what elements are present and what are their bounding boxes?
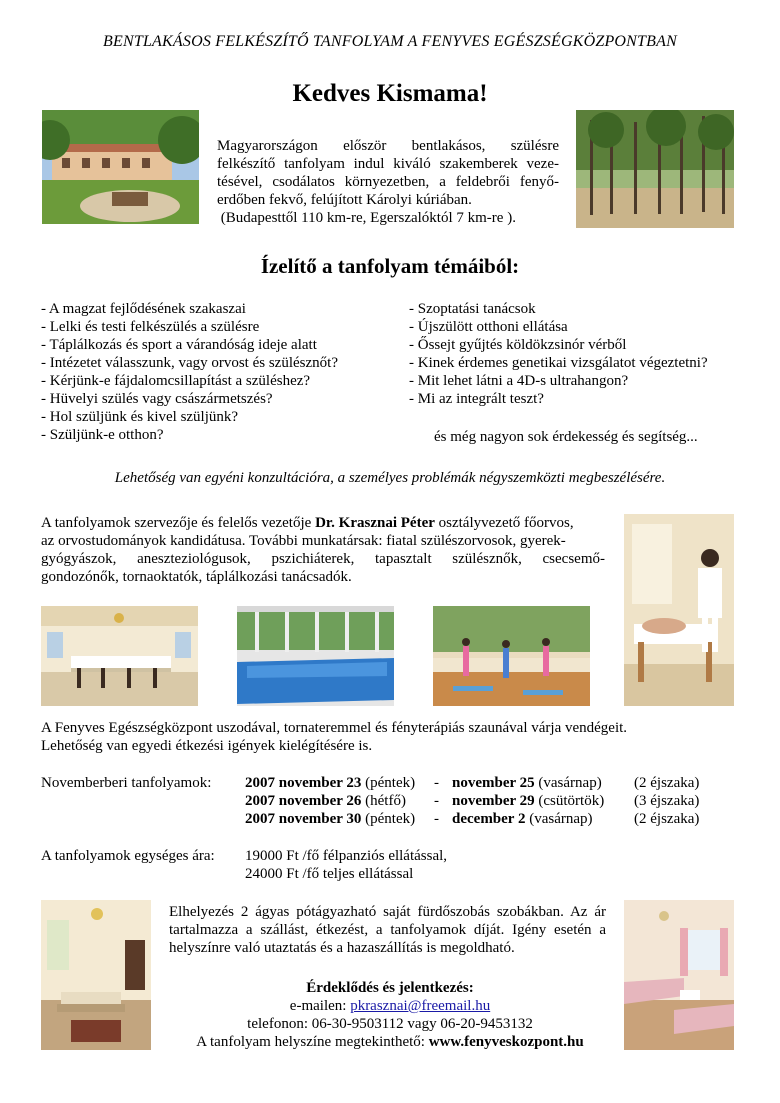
organizer-name: Dr. Krasznai Péter <box>315 515 435 531</box>
contact-heading: Érdeklődés és jelentkezés: <box>306 980 474 996</box>
schedule-row-2-start: 2007 november 26 (hétfő) <box>245 793 406 809</box>
gym-photo <box>433 606 590 706</box>
dining-hall-photo <box>41 606 198 706</box>
schedule-row-1-nights: (2 éjszaka) <box>634 775 700 791</box>
schedule-row-1-sep: - <box>434 775 439 791</box>
massage-photo <box>624 514 734 706</box>
intro-line-2: felkészítő tanfolyam indul kiváló szakemberek veze- <box>217 156 559 172</box>
site-label: A tanfolyam helyszíne megtekinthető: <box>196 1034 429 1050</box>
schedule-row-1-start: 2007 november 23 (péntek) <box>245 775 416 791</box>
facilities-line-2: Lehetőség van egyedi étkezési igények kielégítésére is. <box>41 738 373 754</box>
accommodation-line-3: helyszínre való utaztatás és a hazaszállítás is megoldható. <box>169 940 515 956</box>
site-link[interactable]: www.fenyveskozpont.hu <box>428 1034 584 1050</box>
topic-right-4: - Kinek érdemes genetikai vizsgálatot végeztetni? <box>409 355 708 371</box>
accommodation-line-1: Elhelyezés 2 ágyas pótágyazható saját fürdőszobás szobákban. Az ár <box>169 904 606 920</box>
topic-right-2: - Újszülött otthoni ellátása <box>409 319 568 335</box>
intro-line-3: tésével, csodálatos környezetben, a feldebrői fenyő- <box>217 174 559 190</box>
price-option-1: 19000 Ft /fő félpanziós ellátással, <box>245 848 448 864</box>
topic-right-3: - Őssejt gyűjtés köldökzsinór vérből <box>409 337 627 353</box>
facilities-line-1: A Fenyves Egészségközpont uszodával, tornateremmel és fényterápiás szaunával várja vendégeit. <box>41 720 628 736</box>
consultation-note: Lehetőség van egyéni konzultációra, a személyes problémák négyszemközti megbeszélésére. <box>114 470 666 486</box>
schedule-row-2-sep: - <box>434 793 439 809</box>
topic-left-1: - A magzat fejlődésének szakaszai <box>41 301 246 317</box>
topic-right-6: - Mi az integrált teszt? <box>409 391 544 407</box>
organizer-line-1 <box>41 514 574 532</box>
contact-phone: telefonon: 06-30-9503112 vagy 06-20-9453132 <box>247 1016 533 1032</box>
topic-left-8: - Szüljünk-e otthon? <box>41 427 164 443</box>
contact-email-line <box>0 997 780 1015</box>
topic-left-6: - Hüvelyi szülés vagy császármetszés? <box>41 391 273 407</box>
intro-line-5: (Budapesttől 110 km-re, Egerszalóktól 7 km-re ). <box>217 210 516 226</box>
email-link[interactable]: pkrasznai@freemail.hu <box>350 998 491 1014</box>
organizer-line-1-post: osztályvezető főorvos, <box>434 515 574 531</box>
schedule-label: Novemberberi tanfolyamok: <box>41 775 212 791</box>
topic-left-2: - Lelki és testi felkészülés a szülésre <box>41 319 260 335</box>
topic-left-3: - Táplálkozás és sport a várandóság ideje alatt <box>41 337 317 353</box>
price-label: A tanfolyamok egységes ára: <box>41 848 215 864</box>
email-label: e-mailen: <box>289 998 351 1014</box>
topic-right-5: - Mit lehet látni a 4D-s ultrahangon? <box>409 373 629 389</box>
organizer-line-4: gondozónők, tornaoktatók, táplálkozási tanácsadók. <box>41 569 352 585</box>
organizer-line-2: az orvostudományok kandidátusa. További munkatársak: fiatal szülészorvosok, gyerek- <box>41 533 566 549</box>
swimming-pool-photo <box>237 606 394 706</box>
schedule-row-1-end: november 25 (vasárnap) <box>452 775 602 791</box>
topic-right-1: - Szoptatási tanácsok <box>409 301 536 317</box>
schedule-row-3-sep: - <box>434 811 439 827</box>
schedule-row-3-nights: (2 éjszaka) <box>634 811 700 827</box>
schedule-row-2-end: november 29 (csütörtök) <box>452 793 605 809</box>
topics-more: és még nagyon sok érdekesség és segítség... <box>434 429 698 445</box>
intro-line-4: erdőben fekvő, felújított Károlyi kúriában. <box>217 192 472 208</box>
topic-left-4: - Intézetet válasszunk, vagy orvost és szülésznőt? <box>41 355 338 371</box>
schedule-row-3-start: 2007 november 30 (péntek) <box>245 811 416 827</box>
greeting-title: Kedves Kismama! <box>292 80 488 107</box>
manor-house-photo <box>42 110 199 224</box>
topic-left-5: - Kérjünk-e fájdalomcsillapítást a szüléshez? <box>41 373 311 389</box>
topic-left-7: - Hol szüljünk és kivel szüljünk? <box>41 409 239 425</box>
topics-heading: Ízelítő a tanfolyam témáiból: <box>260 254 520 278</box>
page-header: BENTLAKÁSOS FELKÉSZÍTŐ TANFOLYAM A FENYVES EGÉSZSÉGKÖZPONTBAN <box>103 33 677 50</box>
organizer-line-1-pre: A tanfolyamok szervezője és felelős vezetője <box>41 515 316 531</box>
schedule-row-2-nights: (3 éjszaka) <box>634 793 700 809</box>
price-option-2: 24000 Ft /fő teljes ellátással <box>245 866 414 882</box>
intro-line-1: Magyarországon először bentlakásos, szülésre <box>217 138 559 154</box>
contact-site-line <box>0 1033 780 1051</box>
accommodation-line-2: tartalmazza a szállást, étkezést, a tanfolyamok díját. Igény esetén a <box>169 922 606 938</box>
schedule-row-3-end: december 2 (vasárnap) <box>452 811 593 827</box>
organizer-line-3: gyógyászok, aneszteziológusok, pszichiáterek, tapasztalt szülésznők, csecsemő- <box>41 551 605 567</box>
forest-photo <box>576 110 734 228</box>
